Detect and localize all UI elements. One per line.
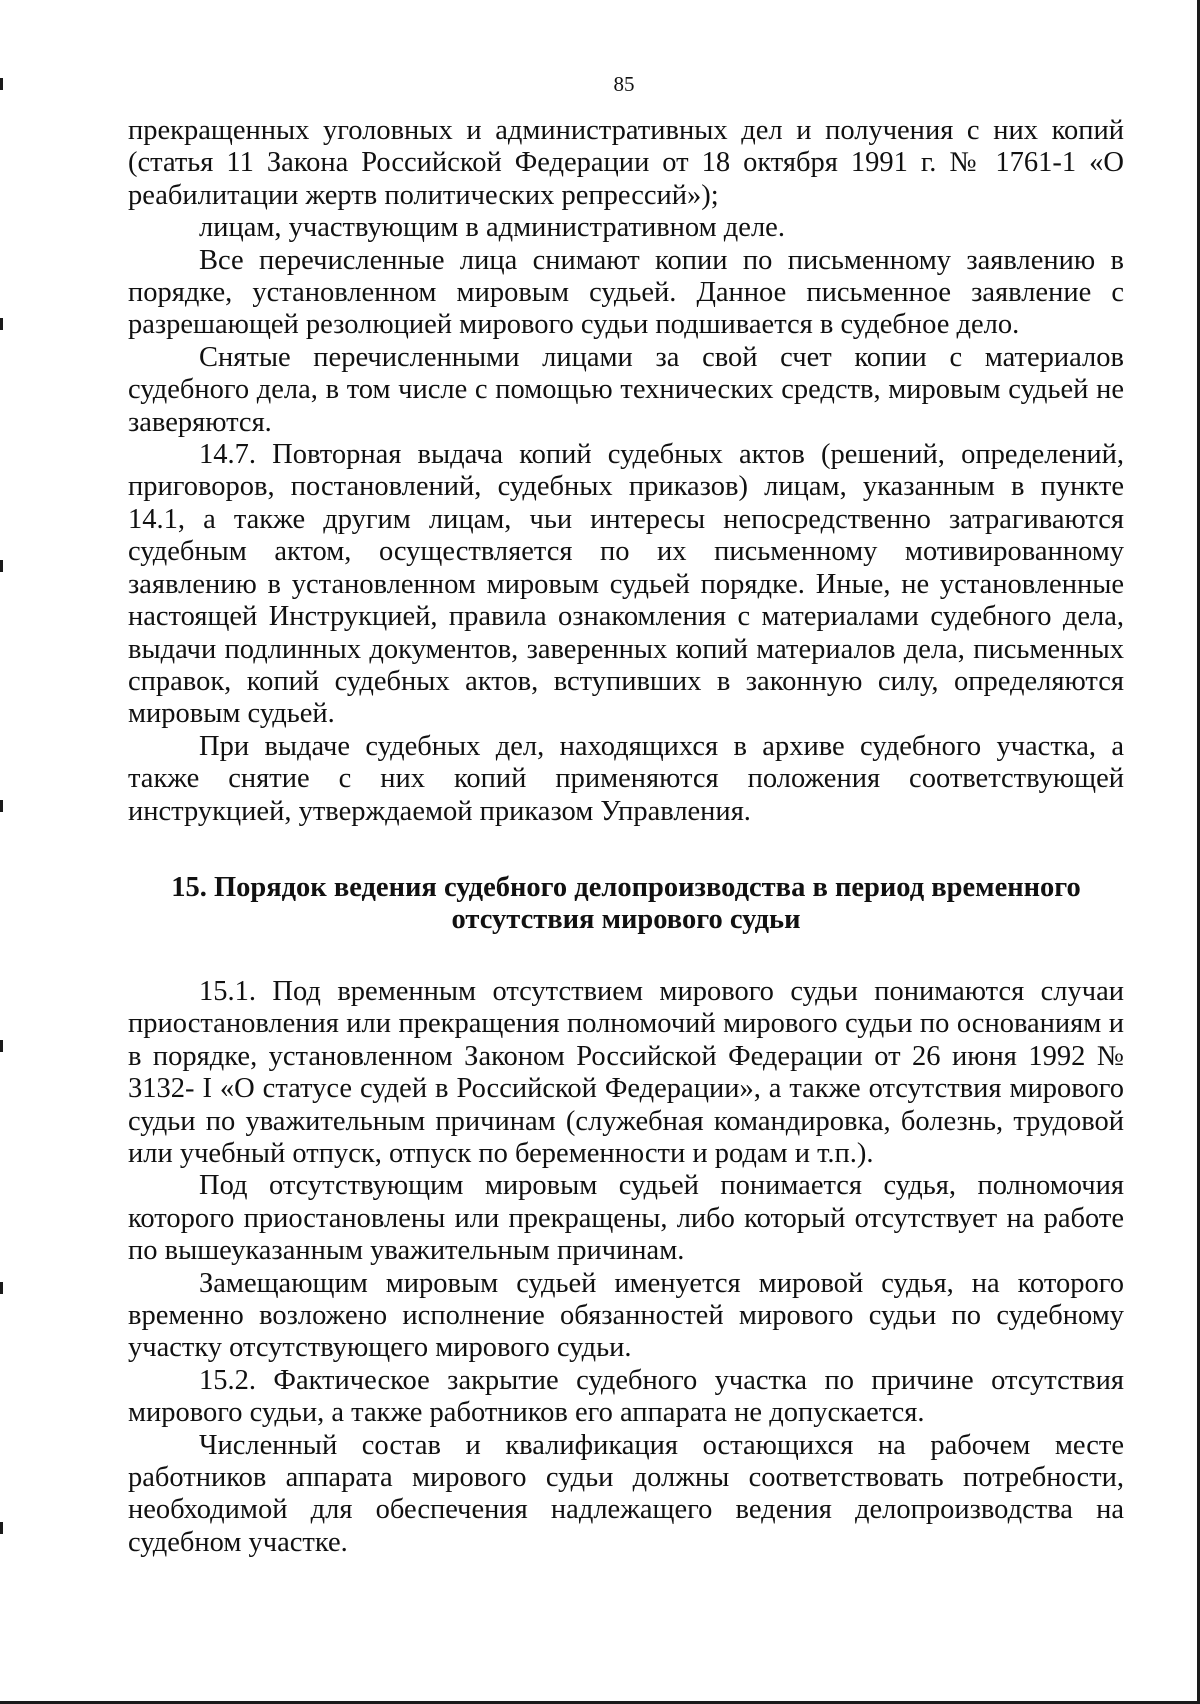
scan-edge-mark — [0, 1040, 3, 1052]
paragraph-staff-composition: Численный состав и квалификация остающихся на рабочем месте работников аппарата мирового судьи должны соответствовать потребности, необходимой для обеспечения надлежащего ведения делопроизводства на судебном участке. — [128, 1429, 1124, 1558]
scan-edge-mark — [0, 560, 3, 572]
section-heading-line1: 15. Порядок ведения судебного делопроизводства в период временного — [171, 871, 1081, 903]
paragraph-copies-request: Все перечисленные лица снимают копии по письменному заявлению в порядке, установленном мировым судьей. Данное письменное заявление с разрешающей резолюцией мирового судьи подшивается в судебное дело. — [128, 244, 1124, 341]
paragraph-15-1: 15.1. Под временным отсутствием мирового судьи понимаются случаи приостановления или прекращения полномочий мирового судьи по основаниям и в порядке, установленном Законом Российской Федерации от 26 июня 1992 № 3132- I «О статусе судей в Российской Федерации», а также отсутствия мирового судьи по уважительным причинам (служебная командировка, болезнь, трудовой или учебный отпуск, отпуск по беременности и родам и т.п.). — [128, 975, 1124, 1169]
paragraph-15-2: 15.2. Фактическое закрытие судебного участка по причине отсутствия мирового судьи, а также работников его аппарата не допускается. — [128, 1364, 1124, 1429]
scan-edge-mark — [0, 1522, 3, 1534]
scan-edge-mark — [0, 1282, 3, 1294]
section-heading-line2: отсутствия мирового судьи — [451, 903, 801, 935]
paragraph-absent-judge: Под отсутствующим мировым судьей понимается судья, полномочия которого приостановлены или прекращены, либо который отсутствует на работе по вышеуказанным уважительным причинам. — [128, 1170, 1124, 1267]
paragraph-archive: При выдаче судебных дел, находящихся в архиве судебного участка, а также снятие с них копий применяются положения соответствующей инструкцией, утверждаемой приказом Управления. — [128, 730, 1124, 827]
scan-edge-mark — [0, 800, 3, 812]
page-number: 85 — [613, 72, 635, 96]
paragraph-list-item: лицам, участвующим в административном деле. — [199, 212, 785, 244]
paragraph-substitute-judge: Замещающим мировым судьей именуется мировой судья, на которого временно возложено исполнение обязанностей мирового судьи по судебному участку отсутствующего мирового судьи. — [128, 1267, 1124, 1364]
section-heading — [128, 872, 1124, 936]
document-body — [128, 115, 1124, 1559]
scan-edge-mark — [0, 318, 3, 330]
paragraph-continuation: прекращенных уголовных и административных дел и получения с них копий (статья 11 Закона Российской Федерации от 18 октября 1991 г. № 1761-1 «О реабилитации жертв политических репрессий»); — [128, 115, 1124, 211]
paragraph-14-7: 14.7. Повторная выдача копий судебных актов (решений, определений, приговоров, постановлений, судебных приказов) лицам, указанным в пункте 14.1, а также другим лицам, чьи интересы непосредственно затрагиваются судебным актом, осуществляется по их письменному мотивированному заявлению в установленном мировым судьей порядке. Иные, не установленные настоящей Инструкцией, правила ознакомления с материалами судебного дела, выдачи подлинных документов, заверенных копий материалов дела, письменных справок, копий судебных актов, вступивших в законную силу, определяются мировым судьей. — [128, 439, 1124, 730]
section-spacer — [128, 936, 1124, 976]
paragraph-copies-certification: Снятые перечисленными лицами за свой счет копии с материалов судебного дела, в том числе с помощью технических средств, мировым судьей не заверяются. — [128, 341, 1124, 438]
